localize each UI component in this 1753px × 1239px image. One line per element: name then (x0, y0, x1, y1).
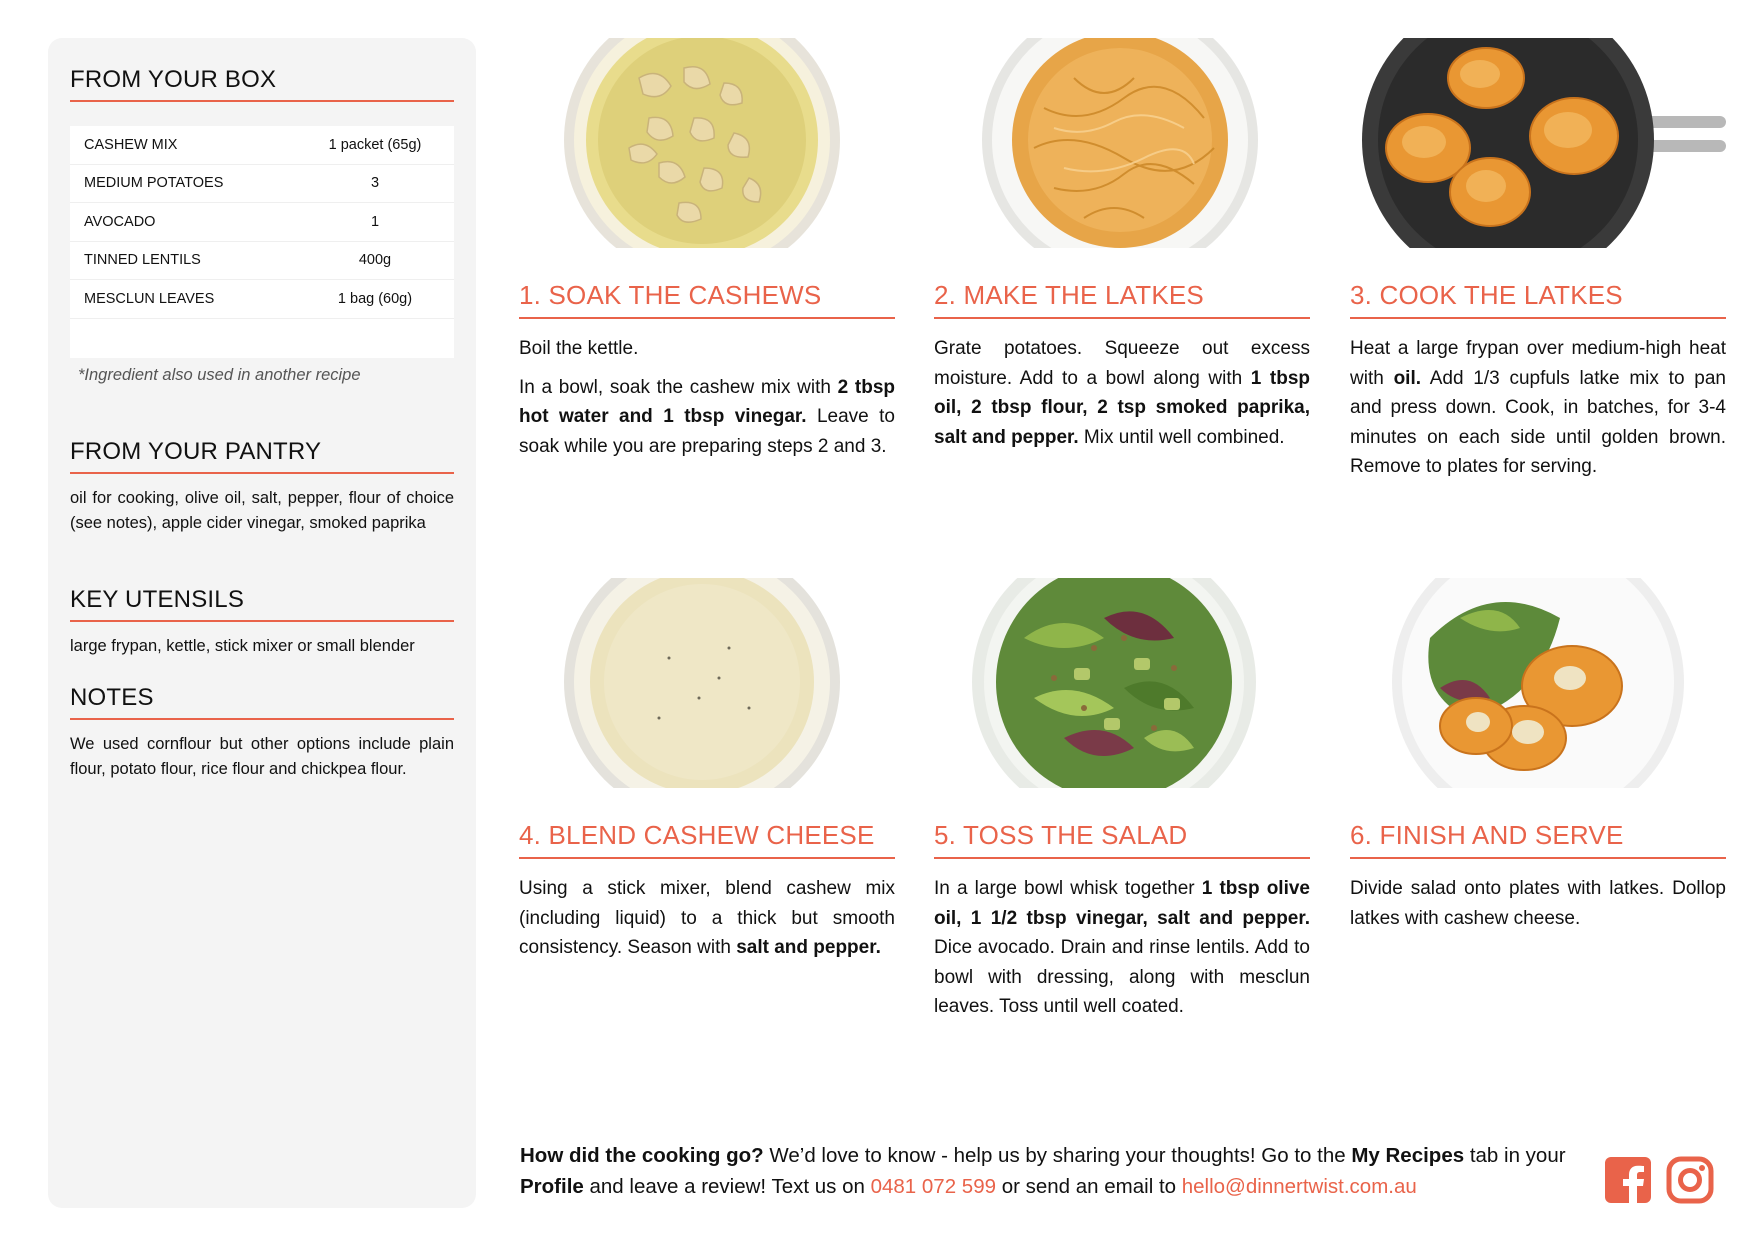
table-row (70, 126, 454, 165)
step-6-title: 6. FINISH AND SERVE (1350, 820, 1726, 859)
phone-link[interactable]: 0481 072 599 (870, 1175, 996, 1198)
step-5-text (934, 874, 1310, 1031)
text-run: Leave to soak while you are preparing steps 2 and 3. (519, 406, 895, 457)
step-paragraph (519, 334, 895, 364)
ingredients-table (70, 126, 454, 358)
text-run: Divide salad onto plates with latkes. Dollop latkes with cashew cheese. (1350, 878, 1726, 929)
text-run: and leave a review! Text us on (583, 1175, 871, 1198)
grated-potato-bowl-photo (934, 38, 1310, 248)
instagram-icon[interactable] (1666, 1156, 1714, 1204)
text-run: In a large bowl whisk together (934, 878, 1202, 899)
bold-text: How did the cooking go? (520, 1144, 764, 1167)
table-row (70, 203, 454, 242)
table-row (70, 242, 454, 281)
text-run: Heat a large frypan over medium-high heat with (1350, 338, 1726, 389)
step-paragraph (934, 334, 1310, 452)
bold-text: Profile (520, 1175, 584, 1198)
bold-text: 1 tbsp oil, 2 tbsp flour, 2 tsp smoked paprika, salt and pepper. (934, 367, 1311, 448)
salad-bowl-photo (934, 578, 1310, 788)
ingredient-name: MEDIUM POTATOES (84, 175, 224, 192)
from-your-pantry-heading: FROM YOUR PANTRY (70, 438, 454, 474)
key-utensils-heading: KEY UTENSILS (70, 586, 454, 622)
from-your-box-heading: FROM YOUR BOX (70, 66, 454, 102)
text-run: Dice avocado. Drain and rinse lentils. Add to bowl with dressing, along with mesclun leaves. Toss until well coated. (934, 937, 1310, 1017)
step-3-title: 3. COOK THE LATKES (1350, 280, 1726, 319)
table-row (70, 165, 454, 204)
bold-text: 2 tbsp hot water and 1 tbsp vinegar. (519, 376, 895, 427)
step-1-text (519, 334, 895, 470)
step-paragraph (519, 373, 895, 462)
step-2-title: 2. MAKE THE LATKES (934, 280, 1310, 319)
cashew-cheese-bowl-photo (519, 578, 895, 788)
ingredient-qty: 400g (358, 252, 392, 269)
step-1-title: 1. SOAK THE CASHEWS (519, 280, 895, 319)
table-row (70, 280, 454, 319)
facebook-icon[interactable] (1604, 1156, 1652, 1204)
ingredient-name: AVOCADO (84, 213, 156, 230)
ingredient-footnote: *Ingredient also used in another recipe (78, 366, 361, 384)
email-link[interactable]: hello@dinnertwist.com.au (1181, 1175, 1417, 1198)
text-run: Boil the kettle. (519, 338, 639, 359)
step-4-title: 4. BLEND CASHEW CHEESE (519, 820, 895, 859)
bold-text: 1 tbsp olive oil, 1 1/2 tbsp vinegar, salt and pepper. (934, 878, 1311, 929)
text-run: Add 1/3 cupfuls latke mix to pan and press down. Cook, in batches, for 3-4 minutes on each side until golden brown. Remove to plates for serving. (1350, 367, 1726, 477)
text-run: or send an email to (996, 1175, 1182, 1198)
ingredient-qty: 1 bag (60g) (337, 290, 413, 307)
text-run: Grate potatoes. Squeeze out excess moisture. Add to a bowl along with (934, 338, 1310, 389)
bold-text: My Recipes (1351, 1144, 1465, 1167)
notes-heading: NOTES (70, 684, 454, 720)
step-5-title: 5. TOSS THE SALAD (934, 820, 1310, 859)
step-2-text (934, 334, 1310, 461)
text-run: We’d love to know - help us by sharing your thoughts! Go to the (763, 1144, 1352, 1167)
step-paragraph (1350, 334, 1726, 482)
text-run: Using a stick mixer, blend cashew mix (including liquid) to a thick but smooth consistency. Season with (519, 878, 895, 958)
text-run: tab in your (1464, 1144, 1566, 1167)
bold-text: salt and pepper. (736, 937, 881, 958)
latkes-in-frypan-photo (1350, 38, 1726, 248)
ingredient-name: MESCLUN LEAVES (84, 290, 215, 307)
ingredient-name: TINNED LENTILS (84, 252, 201, 269)
step-paragraph (1350, 874, 1726, 933)
notes-text: We used cornflour but other options include plain flour, potato flour, rice flour and chickpea flour. (70, 735, 454, 778)
pantry-text: oil for cooking, olive oil, salt, pepper, flour of choice (see notes), apple cider vinegar, smoked paprika (70, 489, 454, 532)
ingredient-name: CASHEW MIX (84, 136, 178, 153)
ingredients-sidebar (48, 38, 476, 1208)
feedback-footer (520, 1140, 1580, 1202)
step-paragraph (934, 874, 1310, 1022)
bold-text: oil. (1393, 367, 1422, 389)
utensils-text: large frypan, kettle, stick mixer or small blender (70, 637, 415, 655)
step-3-text (1350, 334, 1726, 491)
ingredient-qty: 1 (370, 213, 380, 230)
plated-latkes-salad-photo (1350, 578, 1726, 788)
ingredient-qty: 3 (370, 175, 380, 192)
step-paragraph (519, 874, 895, 963)
text-run: Mix until well combined. (1078, 426, 1285, 448)
cashews-soaking-bowl-photo (519, 38, 895, 248)
ingredient-qty: 1 packet (65g) (328, 136, 422, 153)
step-4-text (519, 874, 895, 972)
text-run: In a bowl, soak the cashew mix with (519, 376, 838, 398)
step-6-text (1350, 874, 1726, 942)
